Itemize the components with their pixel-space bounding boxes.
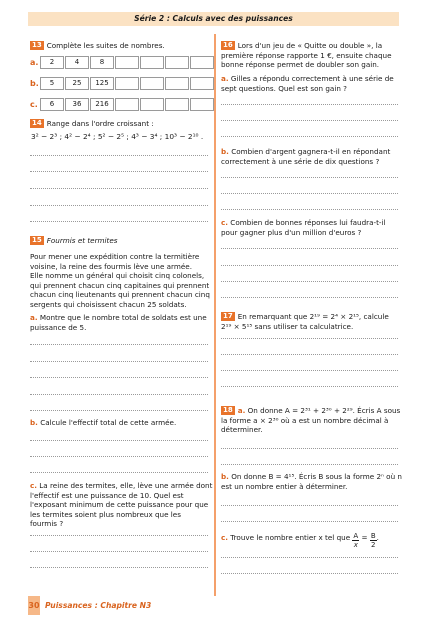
- ex14-header: [30, 119, 154, 129]
- question-label: c.: [221, 218, 228, 227]
- sequence-term: 4: [65, 56, 89, 69]
- ex15-intro-line: chacun cinq lieutenants qui prennent chacun cinq: [30, 290, 210, 300]
- ex15-number: 15: [32, 236, 42, 244]
- ex18-b-line: est un nombre entier à déterminer.: [221, 481, 348, 491]
- sequence-blank[interactable]: [165, 56, 189, 69]
- answer-line[interactable]: [30, 394, 208, 395]
- answer-line[interactable]: [221, 338, 398, 339]
- answer-line[interactable]: [30, 344, 208, 345]
- ex18-a-line: la forme a × 2³⁰ où a est un nombre décimal à: [221, 415, 389, 425]
- ex15-intro: [30, 252, 210, 310]
- sequence-blank[interactable]: [140, 98, 164, 111]
- sequence-blank[interactable]: [165, 98, 189, 111]
- ex18-c-text: Trouve le nombre entier x tel que: [230, 533, 351, 542]
- row-letter: c.: [30, 100, 38, 109]
- sequence-term: 36: [65, 98, 89, 111]
- answer-line[interactable]: [221, 177, 398, 178]
- equals-sign: =: [361, 533, 368, 542]
- ex15-intro-line: voisine, la reine des fourmis lève une armée.: [30, 261, 193, 271]
- question-label: a.: [221, 74, 229, 83]
- ex16-question-a: [221, 74, 394, 93]
- ex15-title: Fourmis et termites: [46, 236, 118, 245]
- answer-line[interactable]: [30, 551, 208, 552]
- answer-line[interactable]: [221, 464, 398, 465]
- ex15-intro-line: Elle nomme un général qui choisit cinq colonels,: [30, 271, 205, 281]
- ex18-question-c: [221, 532, 379, 549]
- ex16-intro-line: Lors d'un jeu de « Quitte ou double », la: [237, 41, 383, 50]
- answer-line[interactable]: [30, 155, 208, 156]
- sequence-blank[interactable]: [115, 77, 139, 90]
- answer-line[interactable]: [221, 297, 398, 298]
- sequence-term: 216: [90, 98, 114, 111]
- question-label: c.: [30, 481, 37, 490]
- answer-line[interactable]: [221, 193, 398, 194]
- answer-line[interactable]: [221, 557, 398, 558]
- fraction-denominator: 2: [371, 541, 376, 549]
- question-label: b.: [221, 147, 229, 156]
- sequence-term: 25: [65, 77, 89, 90]
- row-letter: a.: [30, 58, 39, 67]
- ex15-question-b: [30, 418, 176, 428]
- ex15-question-a: [30, 313, 207, 332]
- answer-line[interactable]: [221, 248, 398, 249]
- question-label: a.: [237, 406, 246, 415]
- ex16-a-line: Gilles a répondu correctement à une série de: [230, 74, 394, 83]
- answer-line[interactable]: [30, 361, 208, 362]
- ex13-header: [30, 41, 165, 51]
- answer-line[interactable]: [30, 567, 208, 568]
- ex18-question-b: [221, 472, 402, 491]
- answer-line[interactable]: [221, 136, 398, 137]
- series-header: [28, 12, 399, 26]
- sequence-blank[interactable]: [140, 56, 164, 69]
- ex18-b-line: On donne B = 4¹⁵. Écris B sous la forme 2ⁿ où n: [231, 472, 402, 481]
- sequence-term: 5: [40, 77, 64, 90]
- period: .: [376, 533, 379, 542]
- answer-line[interactable]: [30, 456, 208, 457]
- ex18-number: 18: [223, 406, 233, 414]
- fraction-numerator: B: [370, 532, 376, 540]
- answer-line[interactable]: [221, 448, 398, 449]
- ex13-number: 13: [32, 41, 42, 49]
- ex17-line: 2¹⁹ × 5¹⁵ sans utiliser ta calculatrice.: [221, 321, 354, 331]
- answer-line[interactable]: [30, 188, 208, 189]
- ex15-b-text: Calcule l'effectif total de cette armée.: [40, 418, 177, 427]
- sequence-blank[interactable]: [190, 56, 214, 69]
- fraction-numerator: A: [353, 532, 359, 540]
- answer-line[interactable]: [221, 104, 398, 105]
- answer-line[interactable]: [221, 265, 398, 266]
- answer-line[interactable]: [30, 440, 208, 441]
- ex16-b-line: correctement à une série de dix questions ?: [221, 156, 380, 166]
- ex15-c-line: l'effectif est une puissance de 10. Quel est: [30, 490, 184, 500]
- answer-line[interactable]: [30, 205, 208, 206]
- sequence-term: 2: [40, 56, 64, 69]
- sequence-term: 125: [90, 77, 114, 90]
- answer-line[interactable]: [221, 120, 398, 121]
- ex15-a-line: puissance de 5.: [30, 322, 87, 332]
- series-title: Série 2 : Calculs avec des puissances: [134, 14, 293, 23]
- sequence-blank[interactable]: [115, 98, 139, 111]
- ex16-question-c: [221, 218, 386, 237]
- ex15-c-line: La reine des termites, elle, lève une armée dont: [39, 481, 213, 490]
- sequence-blank[interactable]: [190, 98, 214, 111]
- answer-line[interactable]: [221, 505, 398, 506]
- ex16-intro-line: première réponse rapporte 1 €, ensuite chaque: [221, 50, 392, 60]
- sequence-term: 8: [90, 56, 114, 69]
- question-label: a.: [30, 313, 38, 322]
- answer-line[interactable]: [30, 410, 208, 411]
- ex18-a-line: déterminer.: [221, 425, 263, 435]
- ex15-intro-line: qui prennent chacun cinq capitaines qui prennent: [30, 280, 210, 290]
- fraction-a-over-x: [352, 532, 359, 549]
- chapter-title: Puissances : Chapitre N3: [45, 601, 152, 610]
- ex15-c-line: l'exposant minimum de cette puissance pour que: [30, 500, 209, 510]
- answer-line[interactable]: [221, 209, 398, 210]
- answer-line[interactable]: [221, 386, 398, 387]
- ex18-a-line: On donne A = 2³¹ + 2³⁰ + 2²⁹. Écris A sous: [247, 406, 401, 415]
- ex15-c-line: fourmis ?: [30, 519, 64, 529]
- fraction-denominator: x: [353, 541, 358, 549]
- ex14-number: 14: [32, 119, 42, 127]
- ex17-line: En remarquant que 2¹⁹ = 2⁴ × 2¹⁵, calcule: [237, 312, 389, 321]
- ex16-c-line: pour gagner plus d'un million d'euros ?: [221, 227, 362, 237]
- ex16-intro: [221, 41, 392, 70]
- ex15-a-line: Montre que le nombre total de soldats est une: [39, 313, 207, 322]
- ex14-expression: 3² − 2³ ; 4² − 2⁴ ; 5² − 2⁵ ; 4³ − 3⁴ ; 10³ − 2¹⁰ .: [31, 132, 204, 141]
- ex16-a-line: sept questions. Quel est son gain ?: [221, 83, 347, 93]
- answer-line[interactable]: [221, 281, 398, 282]
- answer-line[interactable]: [30, 377, 208, 378]
- question-label: b.: [221, 472, 229, 481]
- answer-line[interactable]: [221, 521, 398, 522]
- sequence-blank[interactable]: [165, 77, 189, 90]
- sequence-blank[interactable]: [140, 77, 164, 90]
- ex16-number: 16: [223, 41, 233, 49]
- answer-line[interactable]: [30, 171, 208, 172]
- ex13-prompt: Complète les suites de nombres.: [46, 41, 165, 50]
- sequence-term: 6: [40, 98, 64, 111]
- ex15-intro-line: Pour mener une expédition contre la termitière: [30, 252, 200, 261]
- answer-line[interactable]: [221, 573, 398, 574]
- answer-line[interactable]: [221, 370, 398, 371]
- ex14-prompt: Range dans l'ordre croissant :: [46, 119, 154, 128]
- page-number: 30: [28, 596, 40, 615]
- ex16-c-line: Combien de bonnes réponses lui faudra-t-il: [230, 218, 386, 227]
- ex16-b-line: Combien d'argent gagnera-t-il en répondant: [231, 147, 391, 156]
- ex15-c-line: les termites soient plus nombreux que les: [30, 509, 181, 519]
- question-label: b.: [30, 418, 38, 427]
- ex16-intro-line: bonne réponse permet de doubler son gain.: [221, 60, 380, 70]
- ex16-question-b: [221, 147, 390, 166]
- row-letter: b.: [30, 79, 39, 88]
- answer-line[interactable]: [30, 472, 208, 473]
- ex15-intro-line: sergents qui choisissent chacun 25 soldats.: [30, 299, 187, 309]
- answer-line[interactable]: [30, 221, 208, 222]
- ex17-number: 17: [223, 312, 233, 320]
- question-label: c.: [221, 533, 228, 542]
- sequence-blank[interactable]: [190, 77, 214, 90]
- ex15-header: [30, 236, 118, 246]
- ex17-text: [221, 312, 389, 331]
- fraction-b-over-2: [370, 532, 377, 549]
- sequence-blank[interactable]: [115, 56, 139, 69]
- answer-line[interactable]: [30, 535, 208, 536]
- column-separator: [214, 34, 216, 596]
- ex15-question-c: [30, 481, 212, 529]
- answer-line[interactable]: [221, 354, 398, 355]
- ex18-question-a: [221, 406, 400, 435]
